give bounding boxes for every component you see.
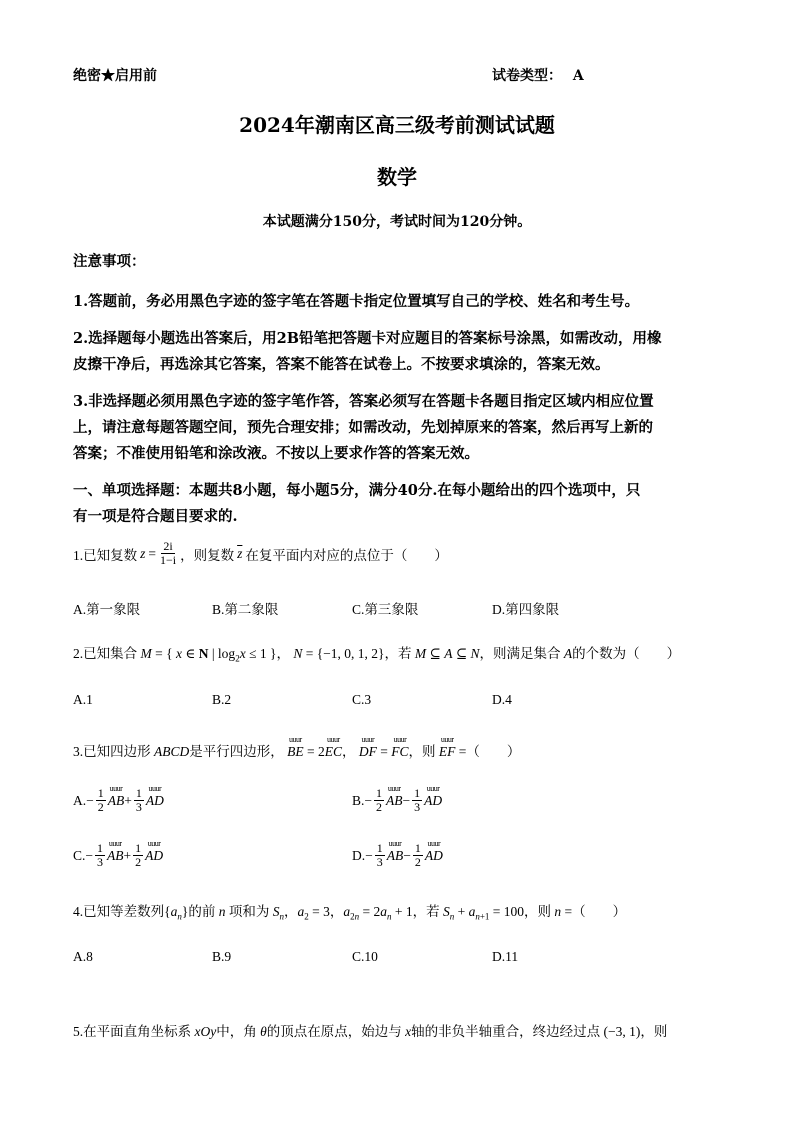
q1-option-d[interactable]: D.第四象限 — [492, 602, 560, 617]
exam-title: 2024年潮南区高三级考前测试试题 — [239, 113, 555, 137]
notice-item-2-line-2: 皮擦干净后，再选涂其它答案，答案不能答在试卷上。不按要求填涂的，答案无效。 — [73, 356, 610, 373]
q3-option-b[interactable]: B.− $\frac{1}{2}$ uuur AB − $\frac{1}{3}$ uuur AD — [352, 787, 442, 814]
notice-heading: 注意事项： — [73, 253, 146, 270]
q2-option-d[interactable]: D.4 — [492, 692, 512, 707]
question-2: 2.已知集合 M = { x ∈ N | $\log_2x \le 1$ }， N = {−1, 0, 1, 2}，若 M ⊆ A ⊆ N，则满足集合 A的个数为（ ） — [73, 646, 681, 664]
q3-option-c[interactable]: C.− $\frac{1}{3}$ uuur AB + $\frac{1}{2}$ uuur AD — [73, 842, 163, 869]
q2-option-c[interactable]: C.3 — [352, 692, 372, 707]
q1-option-b[interactable]: B.第二象限 — [212, 602, 279, 617]
subject-title: 数学 — [377, 165, 417, 189]
paper-type-value: A — [572, 68, 584, 84]
q2-option-b[interactable]: B.2 — [212, 692, 232, 707]
q4-option-c[interactable]: C.10 — [352, 949, 378, 964]
question-1: 1.已知复数 z = $\frac{2i}{1-i}$ ，则复数 $\overline{z}$ 在复平面内对应的点位于（ ） — [73, 539, 448, 568]
question-3: 3.已知四边形 ABCD是平行四边形， uuur BE = 2uuur EC， uuur DF = uuur FC，则 uuur EF =（ ） — [73, 740, 520, 760]
q4-option-a[interactable]: A.8 — [73, 949, 93, 964]
q3-option-a[interactable]: A.− $\frac{1}{2}$ uuur AB + $\frac{1}{3}$ uuur AD — [73, 787, 164, 814]
q1-fraction: $\frac{2i}{1-i}$ — [160, 539, 177, 568]
secret-label: 绝密★启用前 — [73, 68, 157, 84]
section-1-line-2: 有一项是符合题目要求的. — [73, 508, 238, 525]
q1-option-a[interactable]: A.第一象限 — [73, 602, 141, 617]
notice-item-1: 1.答题前，务必用黑色字迹的签字笔在答题卡指定位置填写自己的学校、姓名和考生号。 — [73, 293, 640, 310]
notice-item-3-line-3: 答案；不准使用铅笔和涂改液。不按以上要求作答的答案无效。 — [73, 445, 479, 462]
section-1-line-1: 一、单项选择题：本题共8小题，每小题5分，满分40分.在每小题给出的四个选项中，只 — [73, 482, 641, 499]
notice-item-3-line-2: 上，请注意每题答题空间，预先合理安排；如需改动，先划掉原来的答案，然后再写上新的 — [73, 419, 653, 436]
q4-option-d[interactable]: D.11 — [492, 949, 519, 964]
q1-option-c[interactable]: C.第三象限 — [352, 602, 419, 617]
paper-type-label: 试卷类型： — [492, 68, 562, 84]
notice-item-2-line-1: 2.选择题每小题选出答案后，用2B铅笔把答题卡对应题目的答案标号涂黑，如需改动，用橡 — [73, 330, 662, 347]
q4-option-b[interactable]: B.9 — [212, 949, 232, 964]
question-4: 4.已知等差数列$\{a_n\}$的前 n 项和为 $S_n$，$a_2 = 3$，$a_{2n} = 2a_n + 1$，若 $S_n + a_{n+1} = 100$，则 n =（ ） — [73, 904, 627, 922]
notice-item-3-line-1: 3.非选择题必须用黑色字迹的签字笔作答，答案必须写在答题卡各题目指定区域内相应位置 — [73, 393, 654, 410]
q3-option-d[interactable]: D.− $\frac{1}{3}$ uuur AB − $\frac{1}{2}$ uuur AD — [352, 842, 443, 869]
question-5: 5.在平面直角坐标系 xOy中，角 θ的顶点在原点，始边与 x轴的非负半轴重合，终边经过点 (−3, 1)，则 — [73, 1024, 668, 1039]
paper-type — [492, 65, 584, 85]
exam-meta: 本试题满分150分，考试时间为120分钟。 — [262, 214, 532, 230]
q2-option-a[interactable]: A.1 — [73, 692, 93, 707]
